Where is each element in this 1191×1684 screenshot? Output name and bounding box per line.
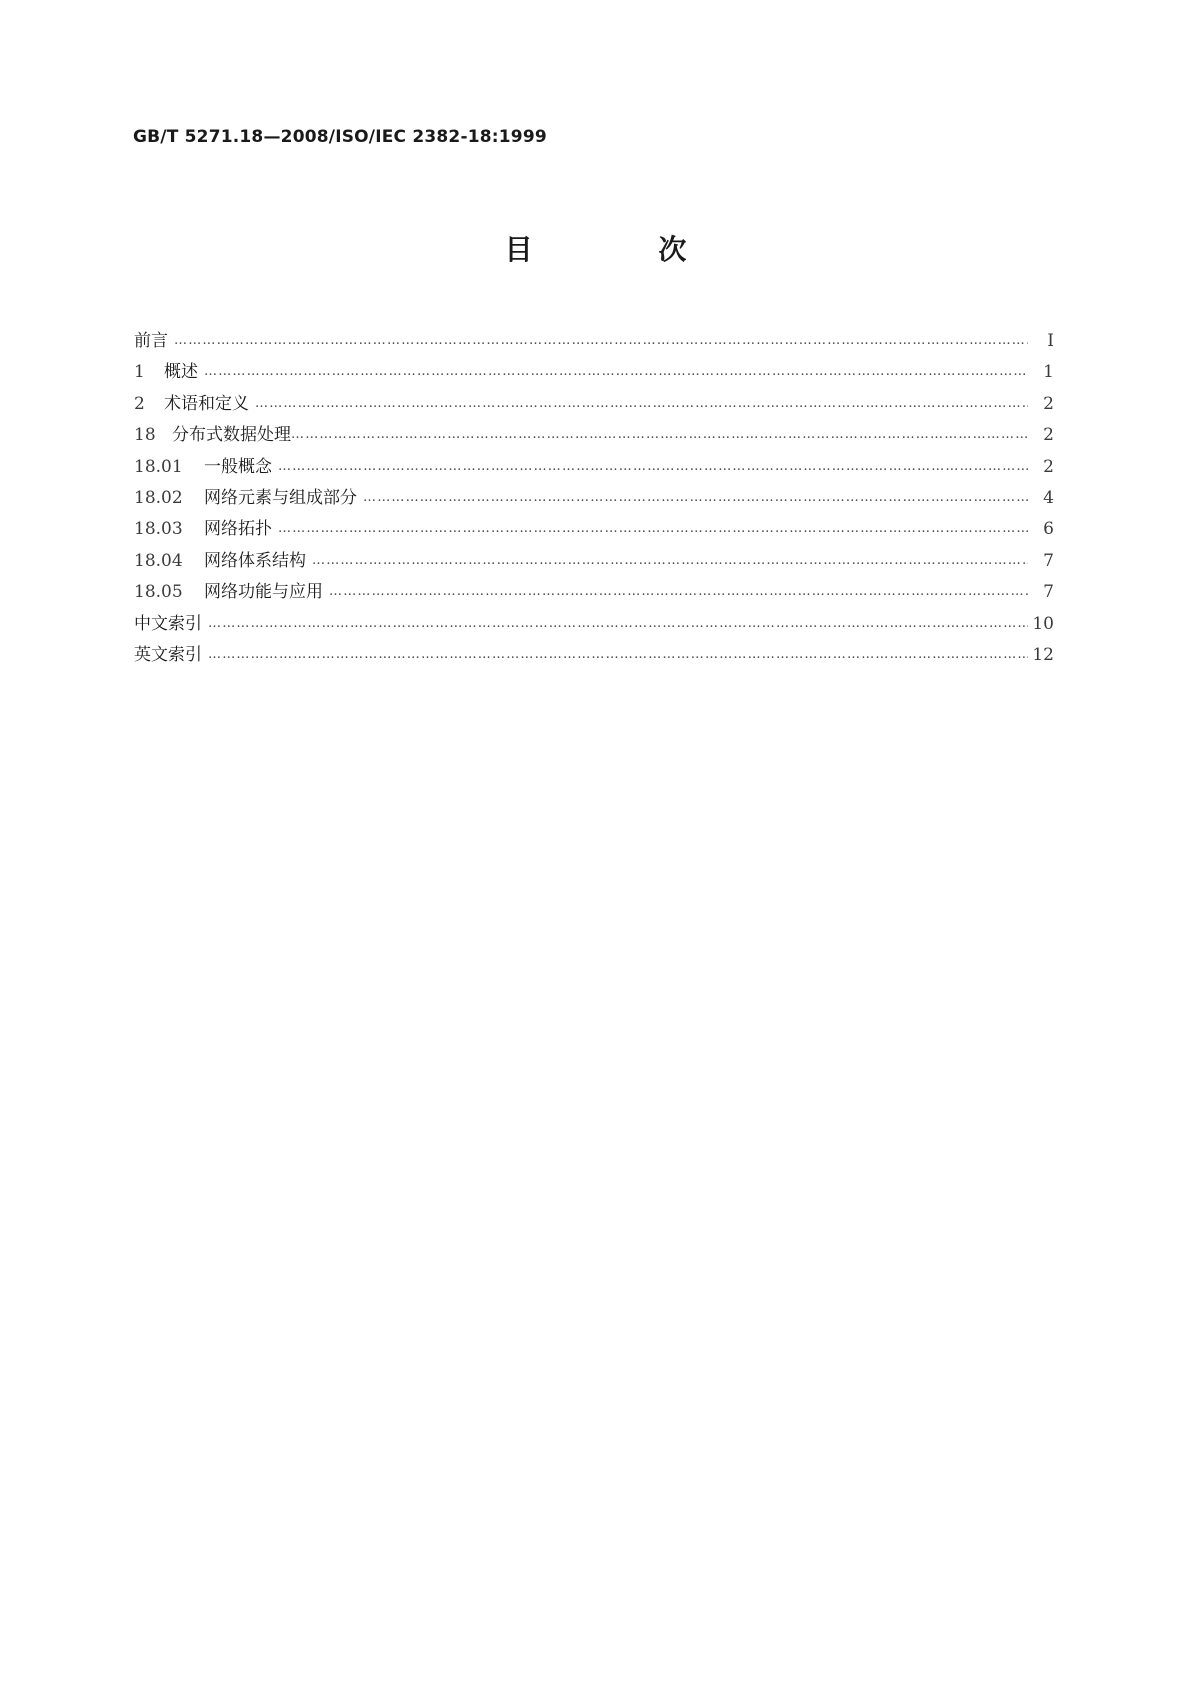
table-of-contents	[134, 326, 1054, 671]
toc-entry-label: 术语和定义	[164, 393, 249, 414]
toc-entry-number: 18.04	[134, 550, 183, 571]
toc-entry-18-01[interactable]	[134, 452, 1054, 483]
toc-leader-dots	[204, 364, 1028, 379]
toc-entry-label: 一般概念	[204, 456, 272, 477]
toc-leader-dots	[329, 584, 1028, 599]
toc-entry-page: 12	[1032, 644, 1054, 665]
toc-leader-dots	[363, 490, 1028, 505]
toc-entry-number: 18.02	[134, 487, 183, 508]
toc-title: 目 次	[504, 233, 745, 266]
toc-entry-label: 网络功能与应用	[204, 582, 323, 603]
toc-entry-18-04[interactable]	[134, 546, 1054, 577]
standard-code: GB/T 5271.18—2008/ISO/IEC 2382-18:1999	[133, 127, 547, 147]
toc-leader-dots	[174, 333, 1028, 348]
toc-entry-number: 2	[134, 393, 145, 414]
toc-entry-page: 7	[1043, 550, 1054, 571]
toc-entry-label: 网络元素与组成部分	[204, 487, 357, 508]
toc-entry-number: 18.05	[134, 582, 183, 603]
toc-entry-page: 2	[1043, 393, 1054, 414]
toc-entry-foreword[interactable]	[134, 326, 1054, 357]
toc-leader-dots	[208, 647, 1028, 662]
toc-entry-1[interactable]	[134, 357, 1054, 388]
toc-entry-18-02[interactable]	[134, 483, 1054, 514]
toc-entry-number: 1	[134, 362, 145, 383]
toc-entry-label: 分布式数据处理	[172, 425, 291, 446]
toc-entry-label: 中文索引	[134, 613, 202, 634]
toc-entry-label: 网络拓扑	[204, 519, 272, 540]
toc-entry-number: 18	[134, 425, 156, 446]
toc-entry-label: 英文索引	[134, 644, 202, 665]
toc-entry-18[interactable]	[134, 420, 1054, 451]
toc-leader-dots	[255, 396, 1028, 411]
toc-leader-dots	[312, 553, 1028, 568]
toc-leader-dots	[208, 616, 1028, 631]
toc-entry-page: 2	[1043, 456, 1054, 477]
toc-entry-label: 前言	[134, 331, 168, 351]
toc-entry-page: 6	[1043, 519, 1054, 540]
toc-entry-18-03[interactable]	[134, 514, 1054, 545]
toc-entry-number: 18.01	[134, 456, 183, 477]
toc-entry-page: 7	[1043, 582, 1054, 603]
toc-entry-2[interactable]	[134, 389, 1054, 420]
toc-entry-page: 1	[1043, 362, 1054, 383]
toc-entry-chinese-index[interactable]	[134, 609, 1054, 640]
toc-entry-label: 概述	[164, 362, 198, 383]
toc-entry-page: 10	[1032, 613, 1054, 634]
toc-entry-label: 网络体系结构	[204, 550, 306, 571]
toc-entry-18-05[interactable]	[134, 577, 1054, 608]
toc-leader-dots	[291, 427, 1028, 442]
toc-entry-english-index[interactable]	[134, 640, 1054, 671]
toc-leader-dots	[278, 459, 1028, 474]
toc-entry-page: I	[1047, 331, 1054, 351]
toc-entry-page: 2	[1043, 425, 1054, 446]
toc-entry-page: 4	[1043, 487, 1054, 508]
toc-entry-number: 18.03	[134, 519, 183, 540]
toc-leader-dots	[278, 521, 1028, 536]
